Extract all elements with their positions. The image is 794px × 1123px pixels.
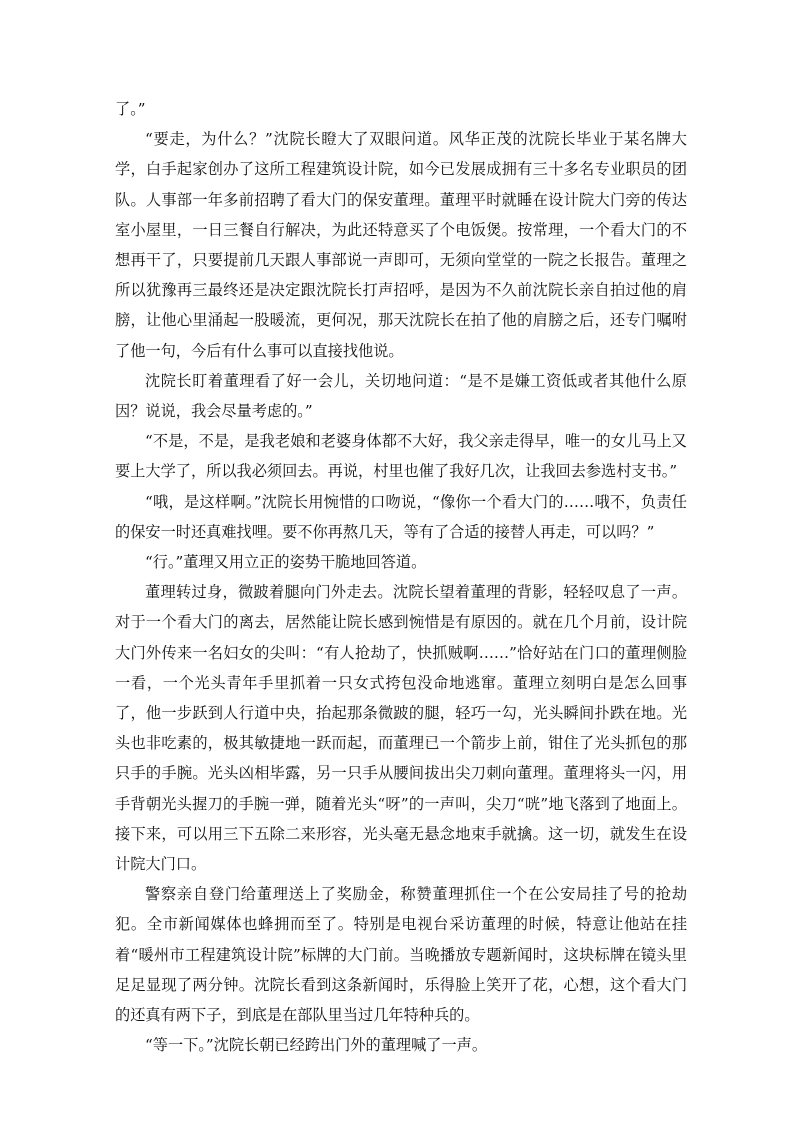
paragraph-8: “等一下。”沈院长朝已经跨出门外的董理喊了一声。 xyxy=(145,1036,488,1055)
paragraph-6: 董理转过身，微跛着腿向门外走去。沈院长望着董理的背影，轻轻叹息了一声。对于一个看大门的离去，居然能让院长感到惋惜是有原因的。就在几个月前，设计院大门外传来一名妇女的尖叫：“有人抢劫了，快抓贼啊……”恰好站在门口的董理侧脸一看，一个光头青年手里抓着一只女式挎包没命地逃窜。董理立刻明白是怎么回事了，他一步跃到人行道中央，抬起那条微跛的腿，轻巧一勾，光头瞬间扑跌在地。光头也非吃素的，极其敏捷地一跃而起，而董理已一个箭步上前，钳住了光头抓包的那只手的手腕。光头凶相毕露，另一只手从腰间拔出尖刀刺向董理。董理将头一闪，用手背朝光头握刀的手腕一弹，随着光头“呀”的一声叫，尖刀“咣”地飞落到了地面上。接下来，可以用三下五除二来形容，光头毫无悬念地束手就擒。这一切，就发生在设计院大门口。 xyxy=(115,583,687,874)
paragraph-0: 了。” xyxy=(115,100,146,118)
paragraph-4: “哦，是这样啊。”沈院长用惋惜的口吻说，“像你一个看大门的……哦不，负责任的保安一时还真难找哩。要不你再熬几天，等有了合适的接替人再走，可以吗？” xyxy=(115,492,687,541)
document-body xyxy=(115,94,687,1061)
paragraph-5: “行。”董理又用立正的姿势干脆地回答道。 xyxy=(145,553,427,572)
paragraph-1: “要走，为什么？”沈院长瞪大了双眼问道。风华正茂的沈院长毕业于某名牌大学，白手起家创办了这所工程建筑设计院，如今已发展成拥有三十多名专业职员的团队。人事部一年多前招聘了看大门的保安董理。董理平时就睡在设计院大门旁的传达室小屋里，一日三餐自行解决，为此还特意买了个电饭煲。按常理，一个看大门的不想再干了，只要提前几天跟人事部说一声即可，无须向堂堂的一院之长报告。董理之所以犹豫再三最终还是决定跟沈院长打声招呼，是因为不久前沈院长亲自拍过他的肩膀，让他心里涌起一股暖流，更何况，那天沈院长在拍了他的肩膀之后，还专门嘱咐了他一句，今后有什么事可以直接找他说。 xyxy=(115,130,687,360)
paragraph-7: 警察亲自登门给董理送上了奖励金，称赞董理抓住一个在公安局挂了号的抢劫犯。全市新闻媒体也蜂拥而至了。特别是电视台采访董理的时候，特意让他站在挂着“暖州市工程建筑设计院”标牌的大门前。当晚播放专题新闻时，这块标牌在镜头里足足显现了两分钟。沈院长看到这条新闻时，乐得脸上笑开了花，心想，这个看大门的还真有两下子，到底是在部队里当过几年特种兵的。 xyxy=(115,885,687,1025)
paragraph-2: 沈院长盯着董理看了好一会儿，关切地问道：“是不是嫌工资低或者其他什么原因？说说，我会尽量考虑的。” xyxy=(115,371,687,421)
paragraph-3: “不是，不是，是我老娘和老婆身体都不大好，我父亲走得早，唯一的女儿马上又要上大学了，所以我必须回去。再说，村里也催了我好几次，让我回去参选村支书。” xyxy=(115,432,687,481)
